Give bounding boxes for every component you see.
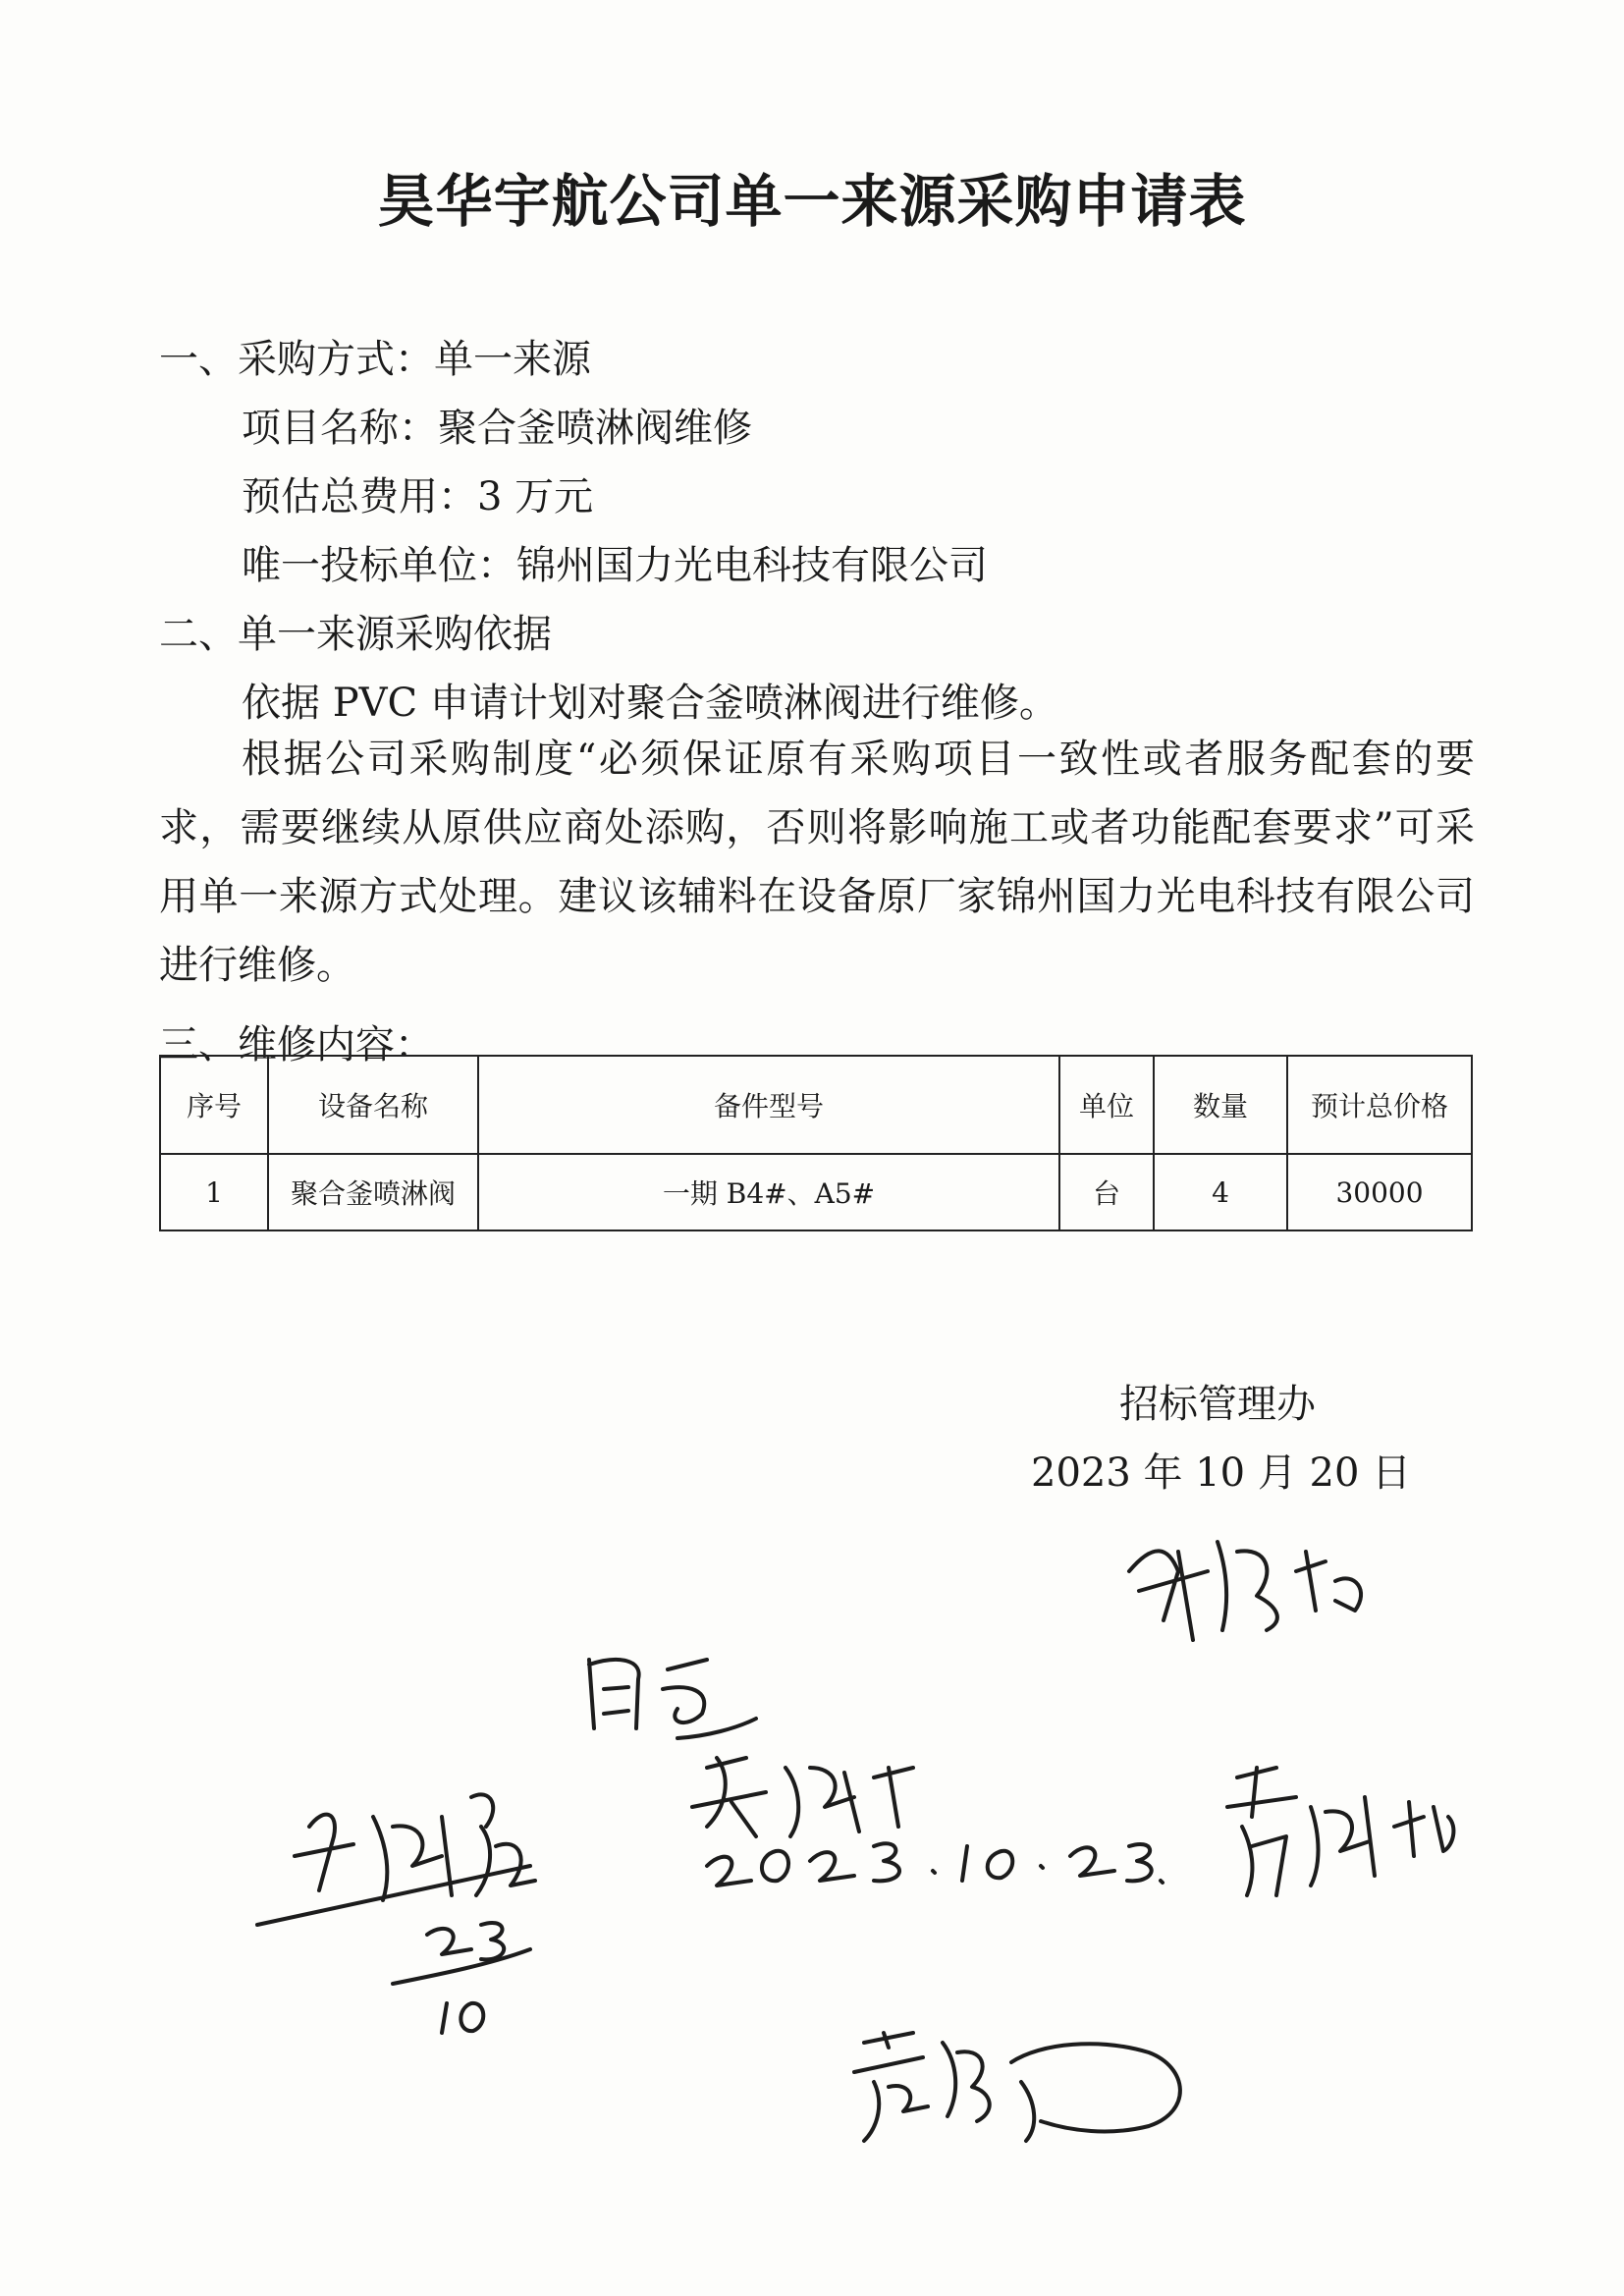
basis-paragraph-2: 根据公司采购制度“必须保证原有采购项目一致性或者服务配套的要求，需要继续从原供应商处添购，否则将影响施工或者功能配套要求”可采用单一来源方式处理。建议该辅料在设备原厂家锦州国力光电科技有限公司进行维修。 <box>159 737 1475 988</box>
approval-note-handwriting <box>589 1660 756 1738</box>
section2-heading: 二、单一来源采购依据 <box>159 612 552 657</box>
estimated-cost: 预估总费用：3 万元 <box>242 474 594 519</box>
header-cell: 单位 <box>1059 1056 1154 1154</box>
signature-right <box>1227 1768 1453 1895</box>
section3-heading: 三、维修内容： <box>159 1022 434 1067</box>
table-cell: 台 <box>1059 1154 1154 1230</box>
date-note-handwriting <box>707 1843 1163 1886</box>
signature-center <box>692 1758 913 1836</box>
signature-left <box>257 1794 535 1925</box>
sole-bidder: 唯一投标单位：锦州国力光电科技有限公司 <box>242 543 988 588</box>
header-cell: 数量 <box>1154 1056 1287 1154</box>
signature-top-right <box>1129 1542 1361 1640</box>
header-cell: 序号 <box>160 1056 268 1154</box>
issuing-office: 招标管理办 <box>1119 1382 1316 1427</box>
header-cell: 预计总价格 <box>1287 1056 1472 1154</box>
table-cell: 一期 B4#、A5# <box>478 1154 1059 1230</box>
table-cell: 4 <box>1154 1154 1287 1230</box>
table-cell: 1 <box>160 1154 268 1230</box>
header-cell: 备件型号 <box>478 1056 1059 1154</box>
signature-bottom <box>854 2033 1180 2141</box>
section1-heading: 一、采购方式：单一来源 <box>159 337 591 382</box>
table-cell: 聚合釜喷淋阀 <box>268 1154 478 1230</box>
header-cell: 设备名称 <box>268 1056 478 1154</box>
project-name: 项目名称：聚合釜喷淋阀维修 <box>242 406 752 451</box>
issue-date: 2023 年 10 月 20 日 <box>1031 1450 1412 1496</box>
date-note-2-handwriting <box>393 1923 530 2033</box>
table-cell: 30000 <box>1287 1154 1472 1230</box>
document-title: 昊华宇航公司单一来源采购申请表 <box>377 168 1247 235</box>
basis-paragraph-1: 依据 PVC 申请计划对聚合釜喷淋阀进行维修。 <box>242 681 1058 726</box>
